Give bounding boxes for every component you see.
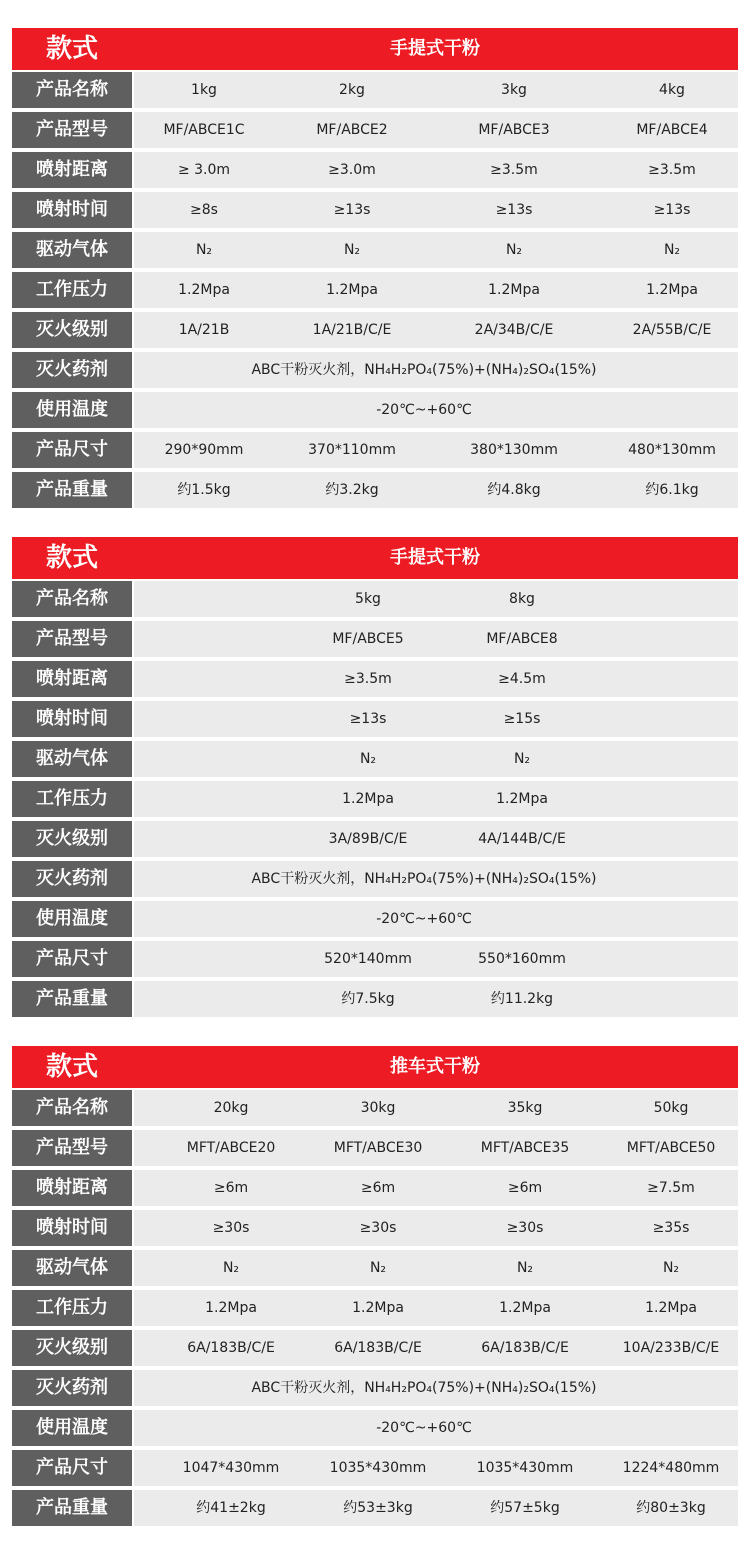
merged-cell: ABC干粉灭火剂，NH₄H₂PO₄(75%)+(NH₄)₂SO₄(15%) bbox=[251, 871, 597, 887]
table-cell: 1.2Mpa bbox=[496, 791, 548, 807]
table-row bbox=[12, 899, 738, 939]
table-cell: MF/ABCE4 bbox=[636, 122, 708, 138]
merged-cell: -20℃~+60℃ bbox=[376, 911, 472, 927]
table-cell: ≥3.5m bbox=[490, 162, 538, 178]
table-cell: 1047*430mm bbox=[182, 1460, 280, 1476]
row-label: 驱动气体 bbox=[12, 232, 132, 268]
row-values bbox=[134, 821, 738, 857]
table-title: 推车式干粉 bbox=[390, 1056, 480, 1077]
row-values bbox=[134, 941, 738, 977]
row-label: 产品尺寸 bbox=[12, 1450, 132, 1486]
table-cell: 550*160mm bbox=[478, 951, 566, 967]
table-cell: 约6.1kg bbox=[645, 482, 699, 498]
table-cell: MFT/ABCE50 bbox=[626, 1140, 716, 1156]
table-row bbox=[12, 659, 738, 699]
table-cell: 2A/34B/C/E bbox=[474, 322, 554, 338]
table-cell: ≥6m bbox=[213, 1180, 249, 1196]
table-cell: N₂ bbox=[662, 1260, 680, 1276]
table-row bbox=[12, 110, 738, 150]
table-cell: ≥13s bbox=[495, 202, 533, 218]
table-cell: MF/ABCE2 bbox=[316, 122, 388, 138]
table-cell: MF/ABCE5 bbox=[332, 631, 404, 647]
table-cell: 约4.8kg bbox=[487, 482, 541, 498]
table-cell: 370*110mm bbox=[308, 442, 396, 458]
table-cell: 约3.2kg bbox=[325, 482, 379, 498]
table-cell: 5kg bbox=[355, 591, 381, 607]
table-row bbox=[12, 979, 738, 1019]
table-row bbox=[12, 270, 738, 310]
table-cell: 1224*480mm bbox=[622, 1460, 720, 1476]
row-values bbox=[134, 701, 738, 737]
table-cell: 6A/183B/C/E bbox=[187, 1340, 275, 1356]
table-cell: ≥30s bbox=[359, 1220, 397, 1236]
row-values bbox=[134, 1330, 738, 1366]
table-cell: 6A/183B/C/E bbox=[481, 1340, 569, 1356]
table-cell: 约1.5kg bbox=[177, 482, 231, 498]
row-values bbox=[134, 1170, 738, 1206]
table-cell: 3kg bbox=[501, 82, 527, 98]
table-cell: N₂ bbox=[195, 242, 213, 258]
table-cell: ≥3.5m bbox=[344, 671, 392, 687]
row-label: 喷射时间 bbox=[12, 192, 132, 228]
table-row bbox=[12, 579, 738, 619]
spec-table-portable-small bbox=[12, 28, 738, 510]
table-row bbox=[12, 1448, 738, 1488]
row-values bbox=[134, 1250, 738, 1286]
table-title: 手提式干粉 bbox=[390, 38, 480, 59]
table-cell: ≥3.5m bbox=[648, 162, 696, 178]
table-cell: 20kg bbox=[213, 1100, 249, 1116]
table-cell: ≥30s bbox=[212, 1220, 250, 1236]
table-header bbox=[12, 28, 738, 70]
row-label: 产品名称 bbox=[12, 1090, 132, 1126]
table-cell: ≥13s bbox=[333, 202, 371, 218]
table-row bbox=[12, 1488, 738, 1528]
table-cell: 1.2Mpa bbox=[342, 791, 394, 807]
table-cell: 1A/21B bbox=[178, 322, 230, 338]
row-label: 灭火药剂 bbox=[12, 1370, 132, 1406]
table-row bbox=[12, 1088, 738, 1128]
table-cell: N₂ bbox=[516, 1260, 534, 1276]
table-cell: ≥6m bbox=[360, 1180, 396, 1196]
table-cell: N₂ bbox=[505, 242, 523, 258]
table-cell: ≥13s bbox=[653, 202, 691, 218]
table-row bbox=[12, 1208, 738, 1248]
table-header bbox=[12, 537, 738, 579]
table-cell: 约53±3kg bbox=[343, 1500, 413, 1516]
table-cell: 1035*430mm bbox=[329, 1460, 427, 1476]
table-row bbox=[12, 1248, 738, 1288]
row-label: 产品重量 bbox=[12, 981, 132, 1017]
table-cell: 约7.5kg bbox=[341, 991, 395, 1007]
row-label: 喷射距离 bbox=[12, 661, 132, 697]
table-cell: MFT/ABCE35 bbox=[480, 1140, 570, 1156]
table-cell: N₂ bbox=[359, 751, 377, 767]
row-label: 工作压力 bbox=[12, 781, 132, 817]
table-cell: ≥3.0m bbox=[328, 162, 376, 178]
row-label: 产品型号 bbox=[12, 112, 132, 148]
row-label: 产品重量 bbox=[12, 1490, 132, 1526]
table-cell: 约41±2kg bbox=[196, 1500, 266, 1516]
row-values bbox=[134, 1130, 738, 1166]
table-cell: 约57±5kg bbox=[490, 1500, 560, 1516]
row-values bbox=[134, 312, 738, 348]
row-values bbox=[134, 472, 738, 508]
table-cell: 30kg bbox=[360, 1100, 396, 1116]
table-cell: 2kg bbox=[339, 82, 365, 98]
table-cell: 1.2Mpa bbox=[488, 282, 540, 298]
table-row bbox=[12, 1128, 738, 1168]
row-values bbox=[134, 1490, 738, 1526]
row-label: 产品尺寸 bbox=[12, 941, 132, 977]
row-values bbox=[134, 272, 738, 308]
table-cell: 1.2Mpa bbox=[326, 282, 378, 298]
row-label: 产品名称 bbox=[12, 581, 132, 617]
row-values bbox=[134, 581, 738, 617]
row-label: 产品型号 bbox=[12, 621, 132, 657]
row-values bbox=[134, 1450, 738, 1486]
table-cell: ≥15s bbox=[503, 711, 541, 727]
table-row bbox=[12, 470, 738, 510]
table-cell: 1.2Mpa bbox=[499, 1300, 551, 1316]
table-cell: 3A/89B/C/E bbox=[328, 831, 408, 847]
spec-table-wheeled bbox=[12, 1046, 738, 1528]
row-label: 使用温度 bbox=[12, 901, 132, 937]
table-row bbox=[12, 390, 738, 430]
table-header bbox=[12, 1046, 738, 1088]
row-values bbox=[134, 1410, 738, 1446]
row-label: 驱动气体 bbox=[12, 1250, 132, 1286]
table-row bbox=[12, 150, 738, 190]
table-cell: ≥13s bbox=[349, 711, 387, 727]
table-cell: N₂ bbox=[343, 242, 361, 258]
merged-cell: -20℃~+60℃ bbox=[376, 1420, 472, 1436]
merged-cell: ABC干粉灭火剂，NH₄H₂PO₄(75%)+(NH₄)₂SO₄(15%) bbox=[251, 362, 597, 378]
table-cell: MF/ABCE1C bbox=[163, 122, 245, 138]
table-row bbox=[12, 1168, 738, 1208]
table-cell: ≥4.5m bbox=[498, 671, 546, 687]
table-cell: 50kg bbox=[653, 1100, 689, 1116]
row-label: 工作压力 bbox=[12, 272, 132, 308]
row-label: 喷射时间 bbox=[12, 701, 132, 737]
table-row bbox=[12, 819, 738, 859]
style-corner-label: 款式 bbox=[45, 543, 98, 573]
table-cell: 4kg bbox=[659, 82, 685, 98]
row-values bbox=[134, 661, 738, 697]
table-cell: N₂ bbox=[663, 242, 681, 258]
table-cell: N₂ bbox=[222, 1260, 240, 1276]
table-cell: 1A/21B/C/E bbox=[312, 322, 392, 338]
table-cell: 1.2Mpa bbox=[645, 1300, 697, 1316]
table-row bbox=[12, 739, 738, 779]
table-row bbox=[12, 70, 738, 110]
row-label: 灭火级别 bbox=[12, 821, 132, 857]
row-values bbox=[134, 152, 738, 188]
row-values bbox=[134, 112, 738, 148]
row-label: 灭火级别 bbox=[12, 1330, 132, 1366]
table-cell: 290*90mm bbox=[164, 442, 244, 458]
table-cell: 1.2Mpa bbox=[205, 1300, 257, 1316]
table-cell: 380*130mm bbox=[470, 442, 558, 458]
row-values bbox=[134, 901, 738, 937]
table-cell: ≥7.5m bbox=[647, 1180, 695, 1196]
table-cell: ≥ 3.0m bbox=[177, 162, 231, 178]
table-cell: 2A/55B/C/E bbox=[632, 322, 712, 338]
row-label: 产品重量 bbox=[12, 472, 132, 508]
merged-cell: ABC干粉灭火剂，NH₄H₂PO₄(75%)+(NH₄)₂SO₄(15%) bbox=[251, 1380, 597, 1396]
row-values bbox=[134, 1210, 738, 1246]
table-cell: 480*130mm bbox=[628, 442, 716, 458]
table-cell: 1035*430mm bbox=[476, 1460, 574, 1476]
row-label: 喷射距离 bbox=[12, 152, 132, 188]
table-row bbox=[12, 1328, 738, 1368]
row-values bbox=[134, 621, 738, 657]
table-cell: ≥6m bbox=[507, 1180, 543, 1196]
table-row bbox=[12, 1368, 738, 1408]
table-cell: N₂ bbox=[369, 1260, 387, 1276]
table-cell: 520*140mm bbox=[324, 951, 412, 967]
table-row bbox=[12, 619, 738, 659]
table-row bbox=[12, 230, 738, 270]
row-label: 喷射时间 bbox=[12, 1210, 132, 1246]
table-row bbox=[12, 939, 738, 979]
table-cell: 1.2Mpa bbox=[646, 282, 698, 298]
style-corner-label: 款式 bbox=[45, 1052, 98, 1082]
table-cell: N₂ bbox=[513, 751, 531, 767]
table-cell: 6A/183B/C/E bbox=[334, 1340, 422, 1356]
table-cell: 1.2Mpa bbox=[352, 1300, 404, 1316]
table-row bbox=[12, 699, 738, 739]
row-label: 产品型号 bbox=[12, 1130, 132, 1166]
table-cell: 10A/233B/C/E bbox=[622, 1340, 720, 1356]
table-cell: MF/ABCE3 bbox=[478, 122, 550, 138]
row-values bbox=[134, 392, 738, 428]
row-label: 产品名称 bbox=[12, 72, 132, 108]
spec-table-portable-large bbox=[12, 537, 738, 1019]
merged-cell: -20℃~+60℃ bbox=[376, 402, 472, 418]
table-cell: MFT/ABCE30 bbox=[333, 1140, 423, 1156]
row-values bbox=[134, 981, 738, 1017]
table-title: 手提式干粉 bbox=[390, 547, 480, 568]
row-values bbox=[134, 192, 738, 228]
table-row bbox=[12, 310, 738, 350]
row-values bbox=[134, 432, 738, 468]
style-corner-label: 款式 bbox=[45, 34, 98, 64]
row-label: 使用温度 bbox=[12, 1410, 132, 1446]
table-row bbox=[12, 350, 738, 390]
table-row bbox=[12, 190, 738, 230]
row-label: 灭火级别 bbox=[12, 312, 132, 348]
row-label: 使用温度 bbox=[12, 392, 132, 428]
table-cell: ≥30s bbox=[506, 1220, 544, 1236]
table-cell: 约80±3kg bbox=[636, 1500, 706, 1516]
table-cell: ≥35s bbox=[652, 1220, 690, 1236]
row-values bbox=[134, 1370, 738, 1406]
table-row bbox=[12, 1408, 738, 1448]
table-cell: MF/ABCE8 bbox=[486, 631, 558, 647]
row-values bbox=[134, 861, 738, 897]
table-cell: 1.2Mpa bbox=[178, 282, 230, 298]
row-label: 驱动气体 bbox=[12, 741, 132, 777]
table-row bbox=[12, 1288, 738, 1328]
row-values bbox=[134, 741, 738, 777]
table-cell: 1kg bbox=[191, 82, 217, 98]
row-values bbox=[134, 1090, 738, 1126]
row-values bbox=[134, 781, 738, 817]
row-label: 喷射距离 bbox=[12, 1170, 132, 1206]
table-cell: 约11.2kg bbox=[490, 991, 554, 1007]
row-values bbox=[134, 1290, 738, 1326]
row-values bbox=[134, 72, 738, 108]
row-label: 灭火药剂 bbox=[12, 352, 132, 388]
row-label: 工作压力 bbox=[12, 1290, 132, 1326]
table-row bbox=[12, 430, 738, 470]
table-row bbox=[12, 859, 738, 899]
table-cell: 8kg bbox=[509, 591, 535, 607]
row-label: 产品尺寸 bbox=[12, 432, 132, 468]
table-cell: ≥8s bbox=[190, 202, 218, 218]
table-cell: 4A/144B/C/E bbox=[478, 831, 566, 847]
table-cell: 35kg bbox=[507, 1100, 543, 1116]
row-label: 灭火药剂 bbox=[12, 861, 132, 897]
table-cell: MFT/ABCE20 bbox=[186, 1140, 276, 1156]
row-values bbox=[134, 352, 738, 388]
row-values bbox=[134, 232, 738, 268]
table-row bbox=[12, 779, 738, 819]
